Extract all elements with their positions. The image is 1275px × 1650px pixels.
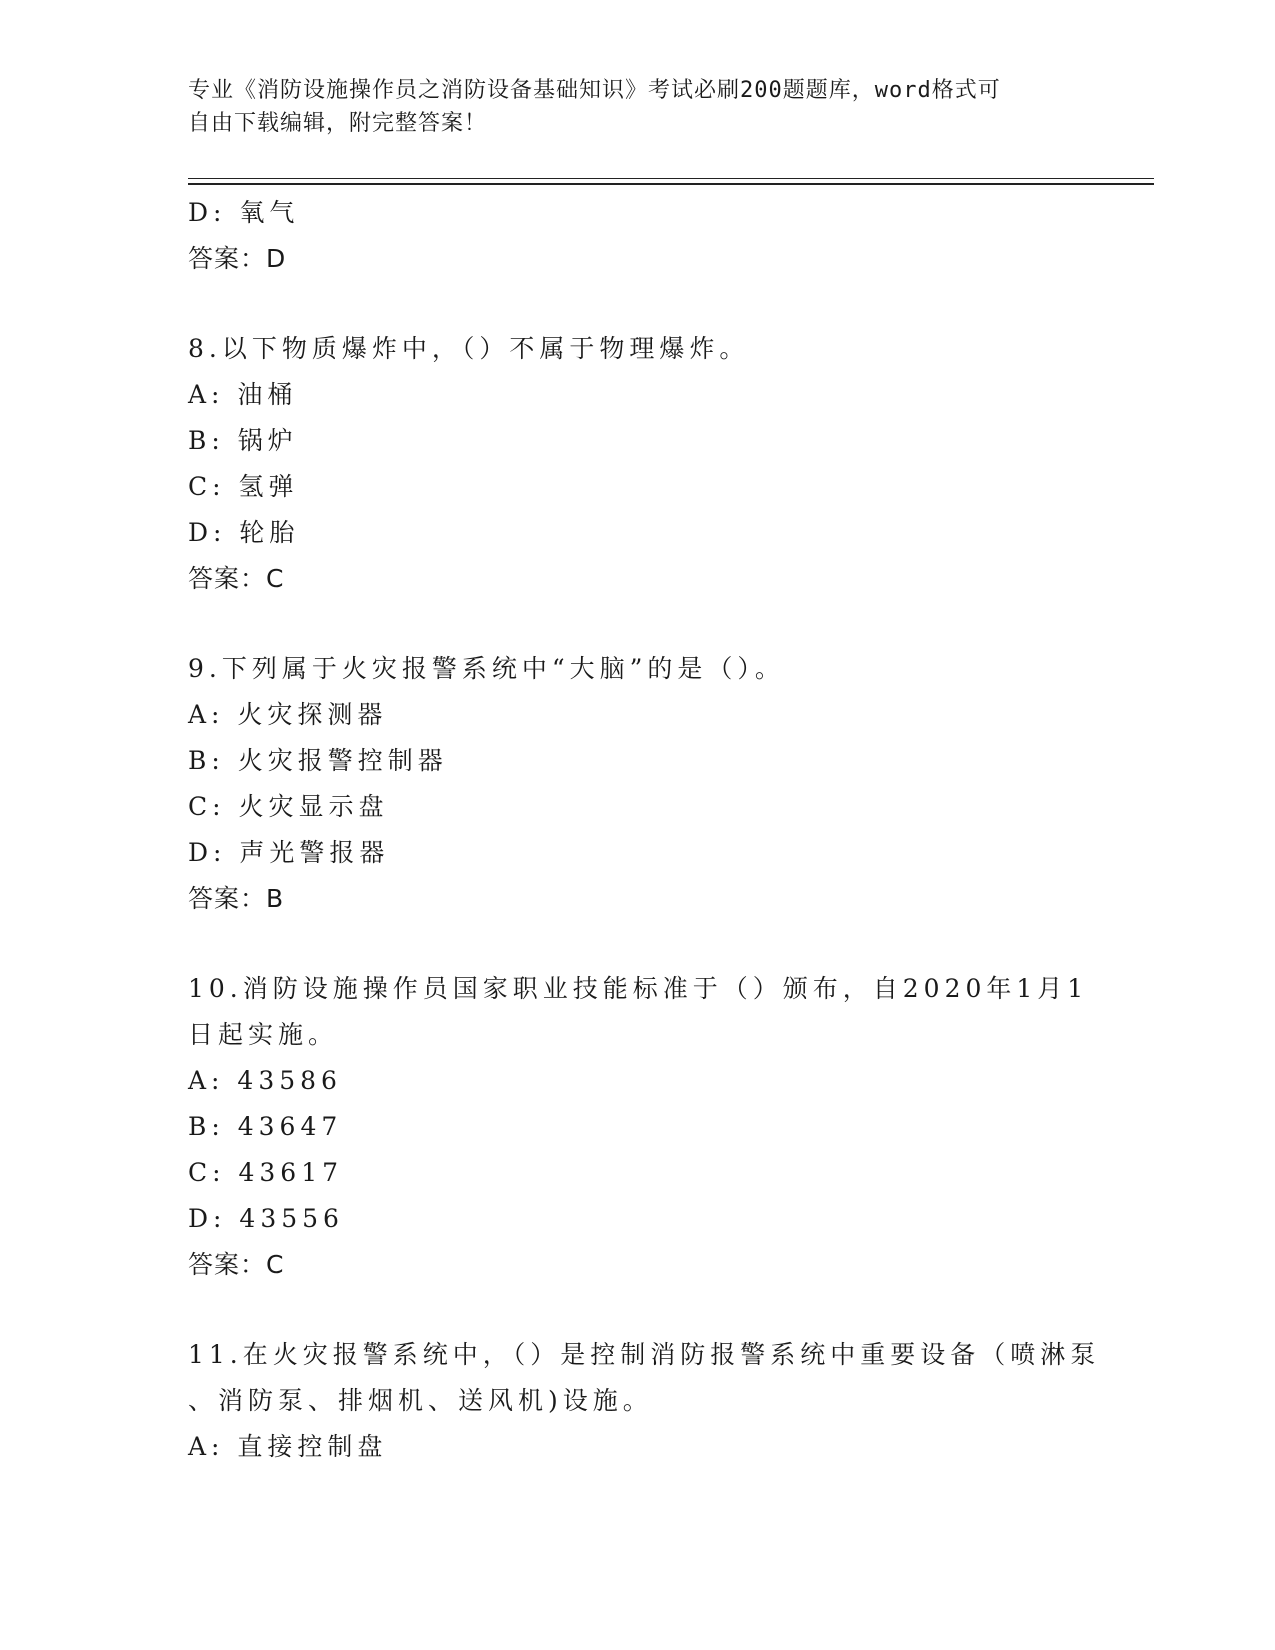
- option-d: D: 声光警报器: [188, 838, 390, 867]
- question-block-11: [188, 1332, 1101, 1470]
- header-line-1: 专业《消防设施操作员之消防设备基础知识》考试必刷200题题库，word格式可: [188, 78, 1001, 103]
- question-text: 10.消防设施操作员国家职业技能标准于（）颁布，自2020年1月1: [188, 974, 1089, 1003]
- option-c: C: 火灾显示盘: [188, 792, 389, 821]
- option-b: B: 锅炉: [188, 426, 298, 455]
- option-a: A: 火灾探测器: [188, 700, 388, 729]
- option-a: A: 油桶: [188, 380, 298, 409]
- question-block-9: [188, 646, 1088, 922]
- question-text: 8.以下物质爆炸中，（）不属于物理爆炸。: [188, 334, 750, 363]
- option-c: C: 43617: [188, 1158, 344, 1187]
- answer-line: 答案：C: [188, 1250, 285, 1279]
- answer-line: 答案：B: [188, 884, 285, 913]
- option-b: B: 43647: [188, 1112, 343, 1141]
- option-d: D: 氧气: [188, 198, 300, 227]
- header-divider-thin: [188, 178, 1154, 179]
- question-block-10: [188, 966, 1088, 1288]
- document-header: [188, 74, 1078, 140]
- answer-line: 答案：D: [188, 244, 287, 273]
- option-d: D: 轮胎: [188, 518, 300, 547]
- question-block-8: [188, 326, 1088, 602]
- option-b: B: 火灾报警控制器: [188, 746, 448, 775]
- header-divider-thick: [188, 183, 1154, 185]
- option-d: D: 43556: [188, 1204, 344, 1233]
- question-list: [188, 190, 1101, 1470]
- header-line-2: 自由下载编辑，附完整答案！: [188, 111, 488, 136]
- option-a: A: 43586: [188, 1066, 342, 1095]
- question-text: 11.在火灾报警系统中，（）是控制消防报警系统中重要设备（喷淋泵: [188, 1340, 1101, 1369]
- question-text: 9.下列属于火灾报警系统中“大脑”的是（）。: [188, 654, 785, 683]
- answer-line: 答案：C: [188, 564, 285, 593]
- option-c: C: 氢弹: [188, 472, 299, 501]
- question-text-continued: 日起实施。: [188, 1020, 339, 1049]
- question-text-continued: 、消防泵、排烟机、送风机)设施。: [188, 1386, 653, 1415]
- option-a: A: 直接控制盘: [188, 1432, 388, 1461]
